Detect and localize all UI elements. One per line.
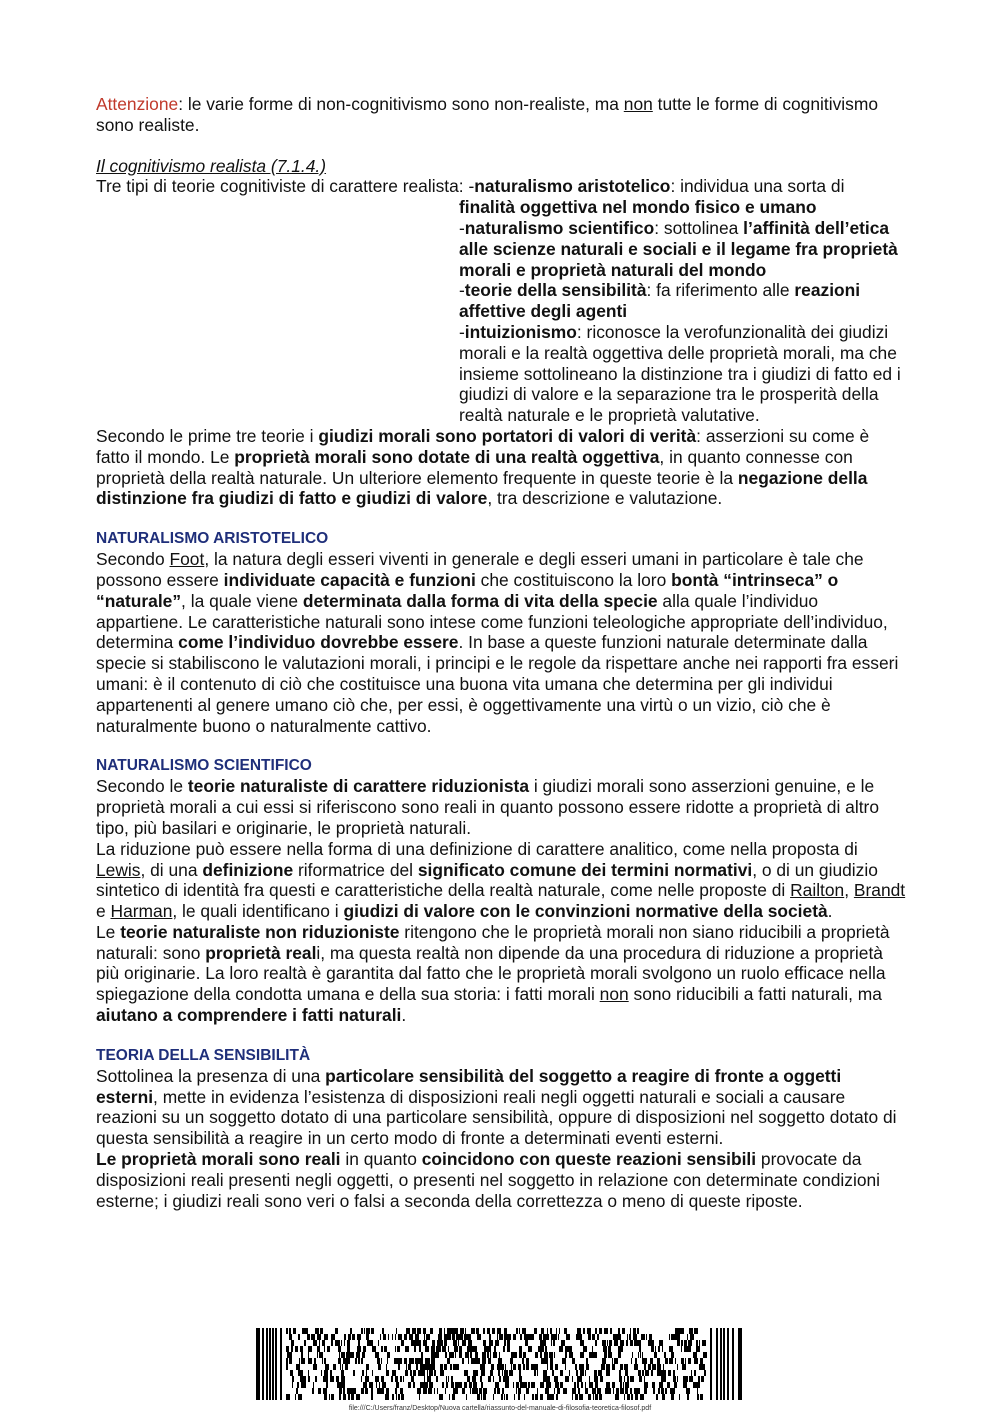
heading-sensibility: TEORIA DELLA SENSIBILITÀ <box>96 1046 311 1064</box>
file-path-footer: file:///C:/Users/franz/Desktop/Nuova cartella/riassunto-del-manuale-di-filosofia-teoretica-filosof.pdf <box>348 1405 652 1412</box>
type-sensibility: -teorie della sensibilità: fa riferimento alle reazioni affettive degli agenti <box>459 280 861 322</box>
section-title: Il cognitivismo realista (7.1.4.) <box>96 155 327 176</box>
aristotelian-paragraph: Secondo Foot, la natura degli esseri viventi in generale e degli esseri umani in particolare è tale che possono essere individuate capacità e funzioni che costituiscono la loro bontà “intrinseca” o “naturale”, la quale viene determinata dalla forma di vita della specie alla quale l’individuo appartiene. Le caratteristiche naturali sono intese come funzioni teleologiche appropriate dell’individuo, determina come l’individuo dovrebbe essere. In base a queste funzioni naturale determinate dalla specie si stabiliscono le valutazioni morali, i principi e le regole da rispettare anche nei rapporti fra esseri umani: è il contenuto di ciò che costituisce una buona vita umana che determina per gli individui appartenenti al genere umano ciò che, per essi, è oggettivamente una virtù o un vizio, ciò che è naturalmente buono o naturalmente cattivo. <box>96 549 899 736</box>
types-intro: Tre tipi di teorie cognitiviste di carattere realista: -naturalismo aristotelico: individua una sorta di <box>96 176 845 197</box>
types-list <box>459 197 906 426</box>
sensibility-paragraph-2: Le proprietà morali sono reali in quanto coincidono con queste reazioni sensibili provocate da disposizioni reali presenti negli oggetti, o presenti nel soggetto in relazione con determinate condizioni esterne; i giudizi reali sono veri o falsi a seconda della correttezza o meno di queste riposte. <box>96 1149 881 1211</box>
type-intuitionism: -intuizionismo: riconosce la verofunzionalità dei giudizi morali e la realtà oggettiva delle proprietà morali, ma che insieme sottolineano la distinzione tra i giudizi di fatto ed i giudizi di valore e la separazione tra le prosperità della realtà naturale e le proprietà valutative. <box>459 321 901 426</box>
scientific-paragraph-3: Le teorie naturaliste non riduzioniste ritengono che le proprietà morali non siano riducibili a proprietà naturali: sono proprietà reali, ma questa realtà non dipende da una procedura di riduzione a proprietà più originarie. La loro realtà è garantita dal fatto che le proprietà morali svolgono un ruolo efficace nella spiegazione della condotta umana e della sua storia: i fatti morali non sono riducibili a fatti naturali, ma aiutano a comprendere i fatti naturali. <box>96 921 890 1026</box>
document-page <box>96 94 906 1211</box>
attention-paragraph: Attenzione: le varie forme di non-cognitivismo sono non-realiste, ma non tutte le forme di cognitivismo sono realiste. <box>96 94 879 135</box>
heading-scientific: NATURALISMO SCIENTIFICO <box>96 757 312 775</box>
heading-aristotelian: NATURALISMO ARISTOTELICO <box>96 530 329 548</box>
type-aristotelian: finalità oggettiva nel mondo fisico e umano <box>459 197 817 218</box>
realism-paragraph: Secondo le prime tre teorie i giudizi morali sono portatori di valori di verità: asserzioni su come è fatto il mondo. Le proprietà morali sono dotate di una realtà oggettiva, in quanto connesse con proprietà della realtà naturale. Un ulteriore elemento frequente in queste teorie è la negazione della distinzione fra giudizi di fatto e giudizi di valore, tra descrizione e valutazione. <box>96 425 870 509</box>
sensibility-paragraph-1: Sottolinea la presenza di una particolare sensibilità del soggetto a reagire di fronte a oggetti esterni, mette in evidenza l’esistenza di disposizioni reali negli oggetti naturali e sociali a causare reazioni su un soggetto dotato di una particolare sensibilità, oppure di disposizioni nel soggetto dotato di questa sensibilità a reagire in un certo modo di fronte a determinati eventi esterni. <box>96 1065 897 1149</box>
scientific-paragraph-2: La riduzione può essere nella forma di una definizione di carattere analitico, come nella proposta di Lewis, di una definizione riformatrice del significato comune dei termini normativi, o di un giudizio sintetico di identità fra questi e caratteristiche della realtà naturale, come nelle proposte di Railton, Brandt e Harman, le quali identificano i giudizi di valore con le convinzioni normative della società. <box>96 838 906 922</box>
attention-label: Attenzione <box>96 94 179 114</box>
type-scientific: -naturalismo scientifico: sottolinea l’affinità dell’etica alle scienze naturali e sociali e il legame fra proprietà morali e proprietà naturali del mondo <box>459 217 898 280</box>
scientific-paragraph-1: Secondo le teorie naturaliste di carattere riduzionista i giudizi morali sono asserzioni genuine, e le proprietà morali a cui essi si riferiscono sono reali in quanto possono essere ridotte a proprietà di altro tipo, più basilari e originarie, le proprietà naturali. <box>96 776 879 838</box>
barcode-icon <box>256 1328 742 1400</box>
